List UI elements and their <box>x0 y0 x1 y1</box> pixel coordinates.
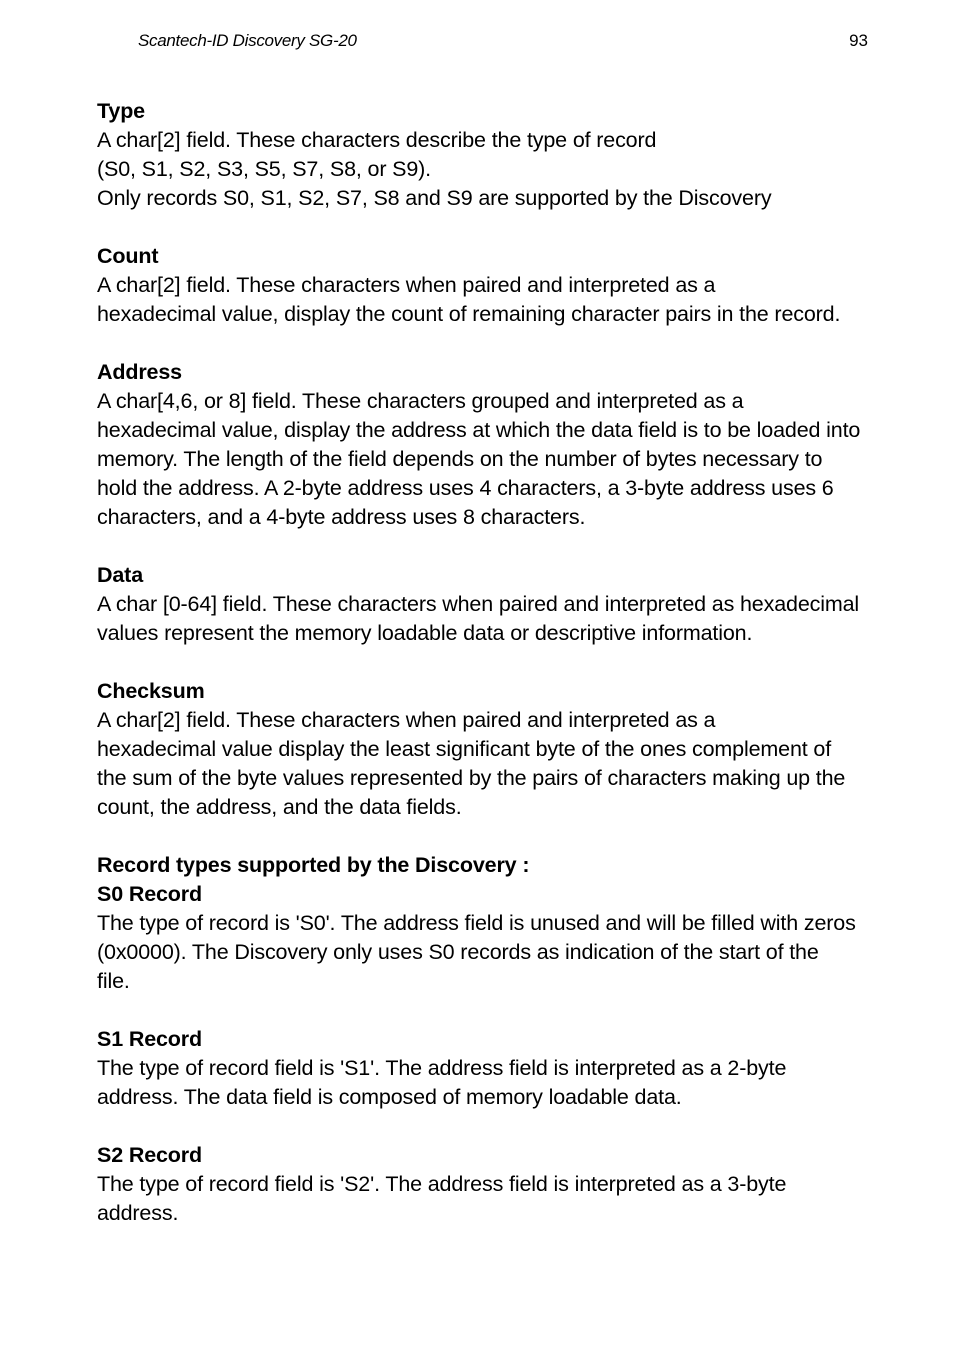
page-number: 93 <box>849 31 868 50</box>
section-heading: Count <box>97 244 159 268</box>
body-line: The type of record is 'S0'. The address field is unused and will be filled with zeros <box>97 911 856 935</box>
body-line: address. The data field is composed of memory loadable data. <box>97 1085 682 1109</box>
body-line: memory. The length of the field depends on the number of bytes necessary to <box>97 447 823 471</box>
section-count <box>97 242 897 329</box>
body-line: A char[2] field. These characters describe the type of record <box>97 128 657 152</box>
section-heading: S2 Record <box>97 1143 202 1167</box>
record-types-heading-block <box>97 851 897 880</box>
section-data <box>97 561 897 648</box>
body-line: The type of record field is 'S2'. The address field is interpreted as a 3-byte <box>97 1172 787 1196</box>
body-line: values represent the memory loadable data or descriptive information. <box>97 621 753 645</box>
body-line: hexadecimal value display the least significant byte of the ones complement of <box>97 737 832 761</box>
section-heading: S0 Record <box>97 882 202 906</box>
body-line: characters, and a 4-byte address uses 8 characters. <box>97 505 586 529</box>
section-checksum <box>97 677 897 822</box>
section-heading: Type <box>97 99 145 123</box>
body-line: Only records S0, S1, S2, S7, S8 and S9 are supported by the Discovery <box>97 186 772 210</box>
body-line: A char[2] field. These characters when paired and interpreted as a <box>97 273 716 297</box>
body-line: The type of record field is 'S1'. The address field is interpreted as a 2-byte <box>97 1056 787 1080</box>
section-s1-record <box>97 1025 897 1112</box>
section-s0-record <box>97 880 897 996</box>
body-line: hexadecimal value, display the address at which the data field is to be loaded into <box>97 418 861 442</box>
section-heading: Data <box>97 563 144 587</box>
body-line: address. <box>97 1201 179 1225</box>
body-line: file. <box>97 969 130 993</box>
body-line: hold the address. A 2-byte address uses 4 characters, a 3-byte address uses 6 <box>97 476 834 500</box>
section-s2-record <box>97 1141 897 1228</box>
body-line: (S0, S1, S2, S3, S5, S7, S8, or S9). <box>97 157 431 181</box>
document-body <box>97 97 897 1257</box>
section-heading: Address <box>97 360 182 384</box>
body-line: A char [0-64] field. These characters when paired and interpreted as hexadecimal <box>97 592 860 616</box>
body-line: (0x0000). The Discovery only uses S0 records as indication of the start of the <box>97 940 819 964</box>
page-header <box>138 31 868 55</box>
section-type <box>97 97 897 213</box>
section-heading: Checksum <box>97 679 205 703</box>
body-line: count, the address, and the data fields. <box>97 795 462 819</box>
body-line: hexadecimal value, display the count of remaining character pairs in the record. <box>97 302 841 326</box>
section-address <box>97 358 897 532</box>
header-title: Scantech-ID Discovery SG-20 <box>138 31 357 50</box>
body-line: A char[2] field. These characters when paired and interpreted as a <box>97 708 716 732</box>
body-line: the sum of the byte values represented by the pairs of characters making up the <box>97 766 846 790</box>
section-heading: S1 Record <box>97 1027 202 1051</box>
body-line: A char[4,6, or 8] field. These characters grouped and interpreted as a <box>97 389 744 413</box>
record-types-heading: Record types supported by the Discovery : <box>97 853 530 877</box>
